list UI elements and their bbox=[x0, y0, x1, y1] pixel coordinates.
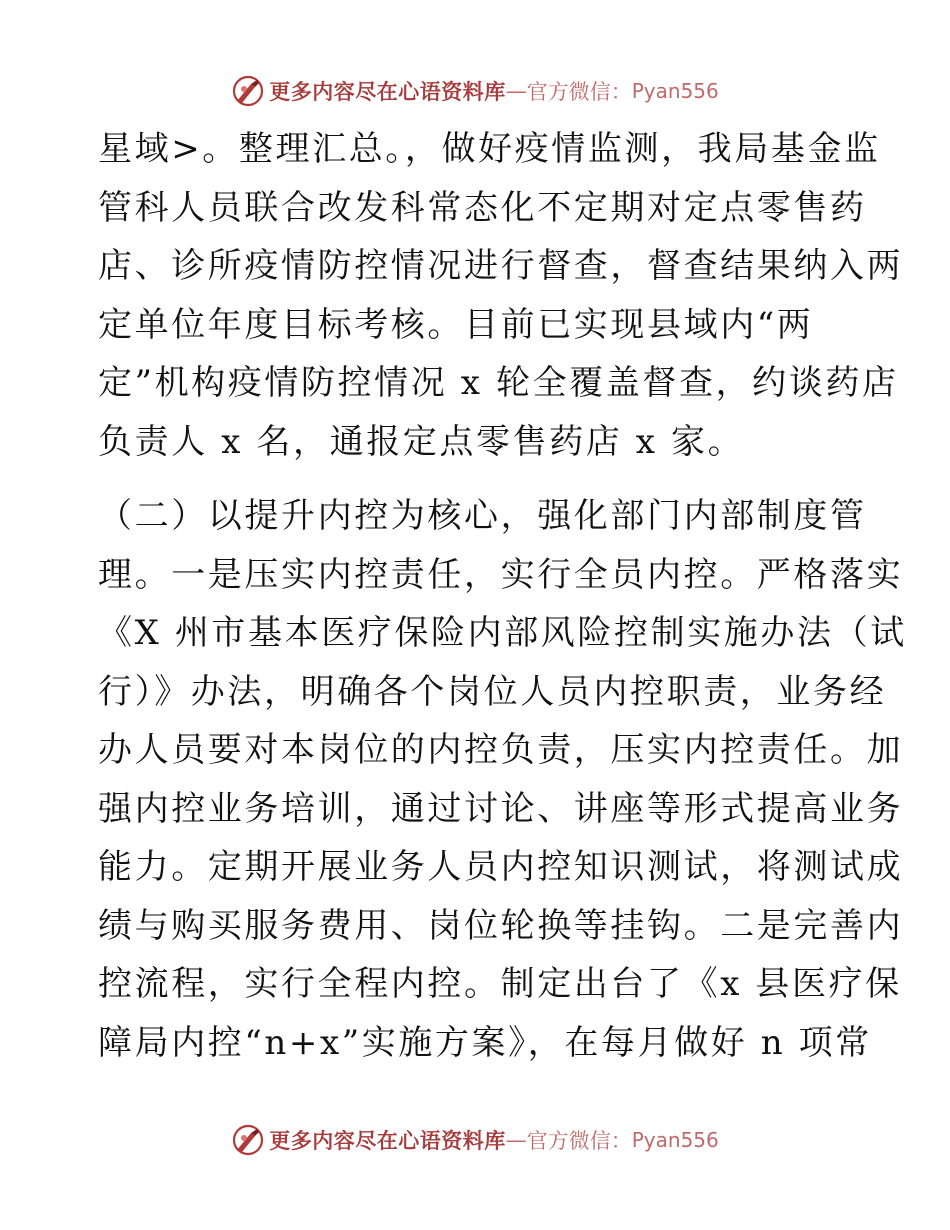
paragraph-2 bbox=[98, 487, 907, 1072]
text-line: （二）以提升内控为核心，强化部门内部制度管 bbox=[98, 496, 867, 536]
document-body bbox=[98, 120, 907, 1072]
banner-separator: — bbox=[505, 79, 527, 103]
banner-site-text: 更多内容尽在心语资料库 bbox=[269, 1128, 506, 1153]
text-line: 绩与购买服务费用、岗位轮换等挂钩。二是完善内 bbox=[98, 905, 904, 946]
text-line: 定单位年度目标考核。目前已实现县域内“两 bbox=[98, 304, 814, 345]
text-line: 定”机构疫情防控情况 x 轮全覆盖督查，约谈药店 bbox=[98, 363, 899, 403]
text-line: 办人员要对本岗位的内控负责，压实内控责任。加 bbox=[98, 730, 904, 770]
paragraph-1 bbox=[98, 120, 904, 471]
text-line: 能力。定期开展业务人员内控知识测试，将测试成 bbox=[98, 847, 904, 887]
banner-separator: — bbox=[505, 1128, 527, 1152]
banner-wechat-label: 官方微信： bbox=[526, 80, 632, 104]
text-line: 店、诊所疫情防控情况进行督查，督查结果纳入两 bbox=[98, 246, 904, 286]
text-line: 负责人 x 名，通报定点零售药店 x 家。 bbox=[98, 421, 745, 462]
text-line: 《X 州市基本医疗保险内部风险控制实施办法（试 bbox=[98, 613, 907, 653]
logo-icon bbox=[231, 1123, 265, 1157]
text-line: 行）》办法，明确各个岗位人员内控职责，业务经 bbox=[98, 671, 887, 712]
logo-icon bbox=[231, 74, 265, 108]
paragraph-gap bbox=[98, 471, 858, 487]
text-line: 理。一是压实内控责任，实行全员内控。严格落实 bbox=[98, 554, 904, 595]
text-line: 控流程，实行全程内控。制定出台了《x 县医疗保 bbox=[98, 964, 902, 1004]
banner-wechat-label: 官方微信： bbox=[526, 1129, 632, 1153]
banner-wechat-id: Pyan556 bbox=[631, 1128, 719, 1152]
banner-wechat-id: Pyan556 bbox=[631, 79, 719, 103]
text-line: 障局内控“n+x”实施方案》，在每月做好 n 项常 bbox=[98, 1022, 872, 1063]
header-banner bbox=[0, 71, 950, 111]
text-line: 星域>。整理汇总。，做好疫情监测，我局基金监 bbox=[98, 129, 881, 169]
banner-site-text: 更多内容尽在心语资料库 bbox=[269, 79, 506, 104]
text-line: 管科人员联合改发科常态化不定期对定点零售药 bbox=[98, 187, 867, 228]
footer-banner bbox=[0, 1120, 950, 1160]
text-line: 强内控业务培训，通过讨论、讲座等形式提高业务 bbox=[98, 788, 904, 829]
